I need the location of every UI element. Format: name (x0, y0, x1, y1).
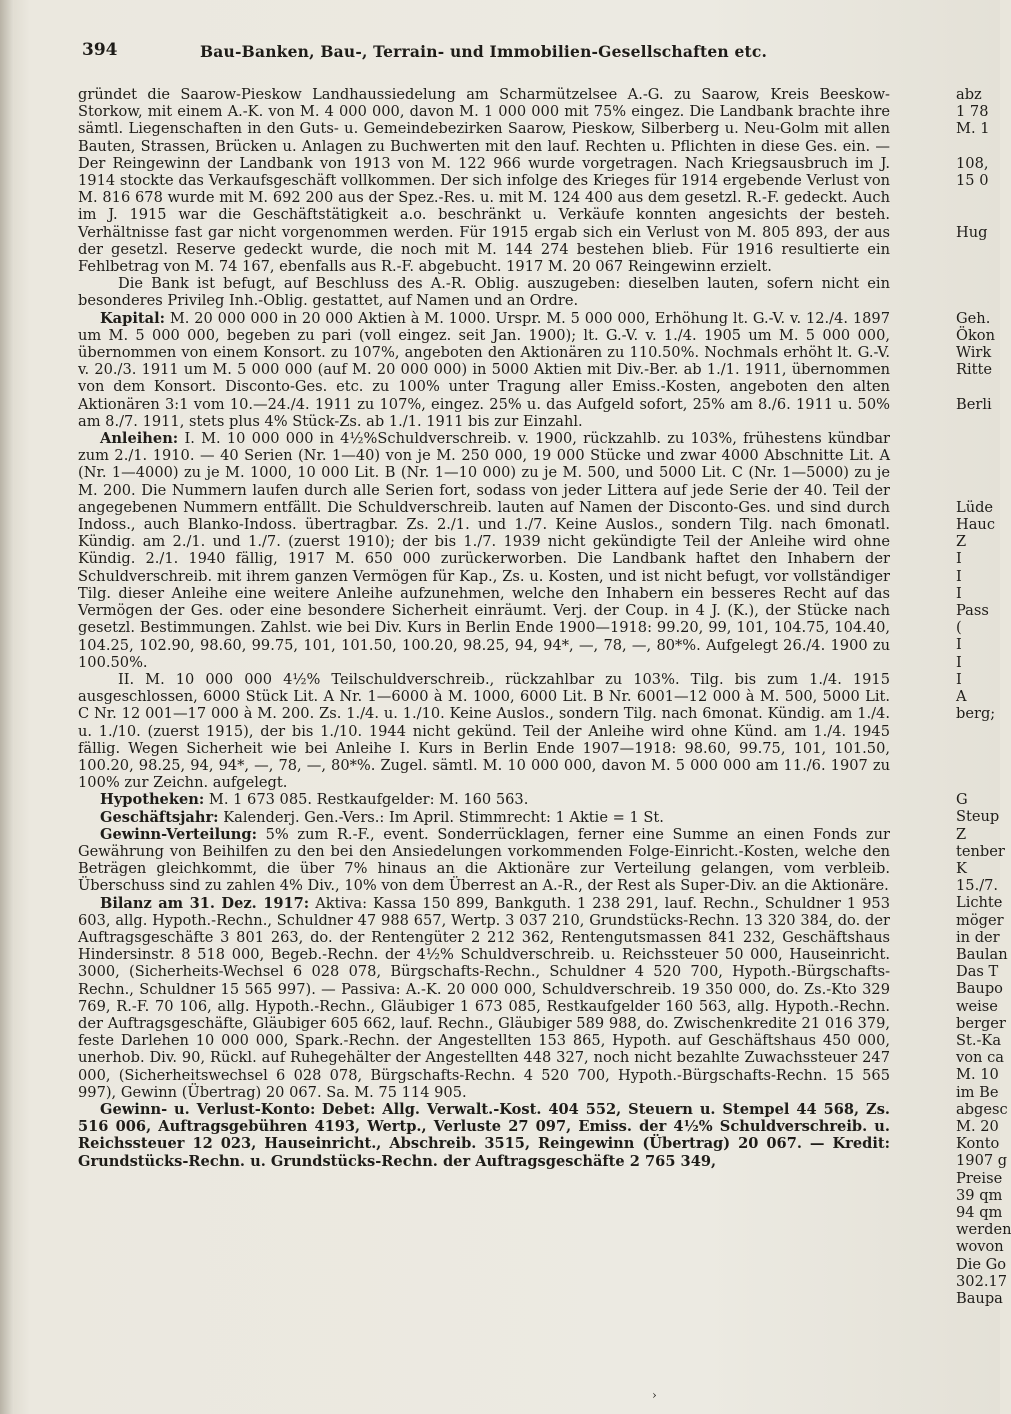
paragraph-lead: Gewinn-Verteilung: (100, 825, 257, 843)
fragment-line: abgesc (956, 1100, 1008, 1118)
paragraph (78, 275, 890, 309)
paragraph (78, 430, 890, 671)
paragraph-lead: Gewinn- u. Verlust-Konto: (100, 1100, 316, 1118)
fragment-line: I (956, 584, 962, 602)
fragment-line: I (956, 653, 962, 671)
paragraph (78, 86, 890, 275)
fragment-line: berger (956, 1014, 1006, 1032)
print-mark: › (652, 1388, 657, 1402)
fragment-line: 108, (956, 154, 989, 172)
page-header (82, 40, 872, 66)
fragment-line: Baupo (956, 980, 1003, 998)
fragment-line: Ritte (956, 361, 993, 379)
fragment-line: A (956, 688, 967, 705)
fragment-line: wovon (956, 1238, 1004, 1256)
fragment-line: Ökon (956, 326, 995, 344)
fragment-line: G (956, 791, 968, 809)
fragment-line: Steup (956, 808, 1000, 826)
fragment-line: weise (956, 997, 998, 1015)
paragraph-text: M. 1 673 085. Restkaufgelder: M. 160 563. (208, 791, 529, 809)
paragraph (78, 809, 890, 826)
fragment-line: von ca (956, 1049, 1004, 1067)
fragment-line: abz (956, 86, 982, 103)
fragment-line: werden (956, 1221, 1011, 1239)
fragment-line: 39 qm (956, 1186, 1003, 1204)
paragraph-text: Debet: Allg. Verwalt.-Kost. 404 552, Steuern u. Stempel 44 568, Zs. 516 006, Auftragsgebühren 4193, Wertp., Verluste 27 097, Emiss. der 4½% Schuldverschreib. u. Reichssteuer 12 023, Hauseinricht., Abschreib. 3515, Reingewinn (Übertrag) 20 067. — Kredit: Grundstücks-Rechn. u. Grundstücks-Rechn. der Auftragsgeschäfte 2 765 349, (78, 1100, 890, 1170)
fragment-line: 302.17 (956, 1272, 1008, 1290)
fragment-line: Berli (956, 395, 992, 413)
fragment-line: Baupa (956, 1290, 1003, 1307)
main-text-column (78, 86, 890, 1396)
fragment-line: K (956, 860, 967, 877)
paragraph-text: M. 20 000 000 in 20 000 Aktien à M. 1000. Urspr. M. 5 000 000, Erhöhung lt. G.-V. v. 12./4. 1897 um M. 5 000 000, begeben zu pari (voll eingez. seit Jan. 1900); lt. G.-V. v. 1./4. 1905 um M. 5 000 000, übernommen von einem Konsort. zu 107%, angeboten den Aktionären zu 110.50%. Nochmals erhöht lt. G.-V. v. 20./3. 1911 um M. 5 000 000 (auf M. 20 000 000) in 5000 Aktien mit Div.-Ber. ab 1./1. 1911, übernommen von dem Konsort. Disconto-Ges. etc. zu 100% unter Tragung aller Emiss.-Kosten, angeboten den alten Aktionären 3:1 vom 10.—24./4. 1911 zu 107%, eingez. 25% u. das Aufgeld sofort, 25% am 8./6. 1911 u. 50% am 8./7. 1911, stets plus 4% Stück-Zs. ab 1./1. 1911 bis zur Einzahl. (78, 309, 890, 430)
fragment-line: I (956, 550, 962, 568)
fragment-line: I (956, 670, 962, 688)
fragment-line: tenber (956, 842, 1005, 860)
fragment-line: 15./7. (956, 877, 999, 895)
paragraph (78, 791, 890, 808)
paragraph-text: 5% zum R.-F., event. Sonderrücklagen, ferner eine Summe an einen Fonds zur Gewährung von Beihilfen zu den bei den Ansiedelungen vorkommenden Folge-Einricht.-Kosten, welche den Beträgen gleichkommt, die über 7% hinaus an die Aktionäre zur Verteilung gelangen, vom verbleib. Überschuss sind zu zahlen 4% Div., 10% von dem Überrest an A.-R., der Rest als Super-Div. an die Aktionäre. (78, 825, 891, 895)
paragraph (78, 310, 890, 430)
paragraph-lead: Bilanz am 31. Dez. 1917: (100, 894, 310, 912)
fragment-line: 1 78 (956, 103, 989, 121)
fragment-line: Geh. (956, 309, 991, 327)
fragment-line: M. 20 (956, 1118, 999, 1135)
fragment-line: Lüde (956, 498, 994, 516)
fragment-line: M. 10 (956, 1066, 999, 1084)
paragraph-lead: Geschäftsjahr: (100, 808, 219, 826)
paragraph-lead: Hypotheken: (100, 791, 205, 809)
fragment-line: Pass (956, 602, 989, 619)
page-number: 394 (82, 40, 118, 60)
running-title: Bau-Banken, Bau-, Terrain- und Immobilien-Gesellschaften etc. (200, 42, 768, 61)
fragment-line: im Be (956, 1083, 999, 1101)
adjacent-column-fragment (956, 86, 1011, 1406)
fragment-line: Das T (956, 963, 999, 981)
fragment-line: St.-Ka (956, 1032, 1002, 1049)
fragment-line: 94 qm (956, 1204, 1003, 1221)
paragraph-text: Kalenderj. Gen.-Vers.: Im April. Stimmrecht: 1 Aktie = 1 St. (223, 808, 664, 826)
paragraph (78, 1101, 890, 1170)
paragraph-text: Die Bank ist befugt, auf Beschluss des A.-R. Oblig. auszugeben: dieselben lauten, sofern nicht ein besonderes Privileg Inh.-Oblig. gestattet, auf Namen und an Ordre. (78, 275, 890, 310)
fragment-line: Konto (956, 1135, 1000, 1153)
fragment-line: möger (956, 911, 1004, 929)
paragraph-text: II. M. 10 000 000 4½% Teilschuldverschreib., rückzahlbar zu 103%. Tilg. bis zum 1./4. 1915 ausgeschlossen, 6000 Stück Lit. A Nr. 1—6000 à M. 1000, 6000 Lit. B Nr. 6001—12 000 à M. 500, 5000 Lit. C Nr. 12 001—17 000 à M. 200. Zs. 1./4. u. 1./10. Keine Auslos., sondern Tilg. nach 6monat. Kündig. am 1./4. u. 1./10. (zuerst 1915), der bis 1./10. 1944 nicht gekünd. Teil der Anleihe wird ohne Künd. am 1./4. 1945 fällig. Wegen Sicherheit wie bei Anleihe I. Kurs in Berlin Ende 1907—1918: 98.60, 99.75, 101, 101.50, 100.20, 98.25, 94, 94*, —, 78, —, 80*%. Zugel. sämtl. M. 10 000 000, davon M. 5 000 000 am 11./6. 1907 zu 100% zur Zeichn. aufgelegt. (78, 670, 890, 792)
paragraph-lead: Anleihen: (100, 430, 179, 448)
paragraph-text: gründet die Saarow-Pieskow Landhaussiedelung am Scharmützelsee A.-G. zu Saarow, Kreis Beeskow-Storkow, mit einem A.-K. von M. 4 000 000, davon M. 1 000 000 mit 75% eingez. Die Landbank brachte ihre sämtl. Liegenschaften in den Guts- u. Gemeindebezirken Saarow, Pieskow, Silberberg u. Neu-Golm mit allen Bauten, Strassen, Brücken u. Anlagen zu Buchwerten mit den lauf. Rechten u. Pflichten in diese Ges. ein. — Der Reingewinn der Landbank von 1913 von M. 122 966 wurde vorgetragen. Nach Kriegsausbruch im J. 1914 stockte das Verkaufsgeschäft vollkommen. Der sich infolge des Krieges für 1914 ergebende Verlust von M. 816 678 wurde mit M. 692 200 aus der Spez.-Res. u. mit M. 124 400 aus dem gesetzl. R.-F. gedeckt. Auch im J. 1915 war die Geschäftstätigkeit a.o. beschränkt u. Verkäufe konnten angesichts der besteh. Verhältnisse fast gar nicht vorgenommen werden. Für 1915 ergab sich ein Verlust von M. 805 893, der aus der gesetzl. Reserve gedeckt wurde, die noch mit M. 144 274 bestehen blieb. Für 1916 resultierte ein Fehlbetrag von M. 74 167, ebenfalls aus R.-F. abgebucht. 1917 M. 20 067 Reingewinn erzielt. (78, 86, 890, 276)
fragment-line: I (956, 567, 962, 585)
book-gutter-shadow (0, 0, 14, 1414)
paragraph-lead: Kapital: (100, 309, 166, 327)
fragment-line: berg; (956, 705, 996, 723)
paragraph (78, 895, 890, 1101)
fragment-line: I (956, 636, 962, 654)
fragment-line: Wirk (956, 344, 992, 361)
paragraph (78, 671, 890, 791)
fragment-line: Lichte (956, 894, 1003, 912)
fragment-line: Hug (956, 223, 988, 241)
fragment-line: Die Go (956, 1255, 1007, 1273)
fragment-line: M. 1 (956, 120, 990, 138)
paragraph (78, 826, 890, 895)
fragment-line: 1907 g (956, 1152, 1008, 1170)
fragment-line: Hauc (956, 516, 995, 533)
fragment-line: in der (956, 928, 1000, 946)
fragment-line: Z (956, 825, 967, 843)
fragment-line: 15 0 (956, 172, 989, 189)
fragment-line: Baulan (956, 946, 1008, 963)
fragment-line: Preise (956, 1169, 1003, 1187)
paragraph-text: Aktiva: Kassa 150 899, Bankguth. 1 238 291, lauf. Rechn., Schuldner 1 953 603, allg. Hypoth.-Rechn., Schuldner 47 988 657, Wertp. 3 037 210, Grundstücks-Rechn. 13 320 384, do. der Auftragsgeschäfte 3 801 263, do. der Rentengüter 2 212 362, Rentengutsmassen 841 232, Geschäftshaus Hindersinstr. 8 518 000, Begeb.-Rechn. der 4½% Schuldverschreib. u. Reichssteuer 50 000, Hauseinricht. 3000, (Sicherheits-Wechsel 6 028 078, Bürgschafts-Rechn., Schuldner 4 520 700, Hypoth.-Bürgschafts-Rechn., Schuldner 15 565 997). — Passiva: A.-K. 20 000 000, Schuldverschreib. 19 350 000, do. Zs.-Kto 329 769, R.-F. 70 106, allg. Hypoth.-Rechn., Gläubiger 1 673 085, Restkaufgelder 160 563, allg. Hypoth.-Rechn. der Auftragsgeschäfte, Gläubiger 605 662, lauf. Rechn., Gläubiger 589 988, do. Zwischenkredite 21 016 379, feste Darlehen 10 000 000, Spark.-Rechn. der Angestellten 153 865, Hypoth. auf Geschäftshaus 450 000, unerhob. Div. 90, Rückl. auf Ruhegehälter der Angestellten 448 327, noch nicht bezahlte Zuwachssteuer 247 000, (Sicherheitswechsel 6 028 078, Bürgschafts-Rechn. 4 520 700, Hypoth.-Bürgschafts-Rechn. 15 565 997), Gewinn (Übertrag) 20 067. Sa. M. 75 114 905. (78, 894, 891, 1101)
fragment-line: Z (956, 533, 967, 551)
paragraph-text: I. M. 10 000 000 in 4½%Schuldverschreib. v. 1900, rückzahlb. zu 103%, frühestens kündbar zum 2./1. 1910. — 40 Serien (Nr. 1—40) von je M. 250 000, 19 000 Stücke und zwar 4000 Abschnitte Lit. A (Nr. 1—4000) zu je M. 1000, 10 000 Lit. B (Nr. 1—10 000) zu je M. 500, und 5000 Lit. C (Nr. 1—5000) zu je M. 200. Die Nummern laufen durch alle Serien fort, sodass von jeder Littera auf jede Serie der 40. Teil der angegebenen Nummern entfällt. Die Schuldverschreib. lauten auf Namen der Disconto-Ges. und sind durch Indoss., auch Blanko-Indoss. übertragbar. Zs. 2./1. und 1./7. Keine Auslos., sondern Tilg. nach 6monatl. Kündig. am 2./1. und 1./7. (zuerst 1910); der bis 1./7. 1939 nicht gekündigte Teil der Anleihe wird ohne Kündig. 2./1. 1940 fällig, 1917 M. 650 000 zurückerworben. Die Landbank haftet den Inhabern der Schuldverschreib. mit ihrem ganzen Vermögen für Kap., Zs. u. Kosten, und ist nicht befugt, vor vollständiger Tilg. dieser Anleihe eine weitere Anleihe aufzunehmen, welche den Inhabern ein besseres Recht auf das Vermögen der Ges. oder eine besondere Sicherheit einräumt. Verj. der Coup. in 4 J. (K.), der Stücke nach gesetzl. Bestimmungen. Zahlst. wie bei Div. Kurs in Berlin Ende 1900—1918: 99.20, 99, 101, 104.75, 104.40, 104.25, 102.90, 98.60, 99.75, 101, 101.50, 100.20, 98.25, 94, 94*, —, 78, —, 80*%. Aufgelegt 26./4. 1900 zu 100.50%. (78, 430, 891, 671)
fragment-line: ( (956, 619, 962, 637)
